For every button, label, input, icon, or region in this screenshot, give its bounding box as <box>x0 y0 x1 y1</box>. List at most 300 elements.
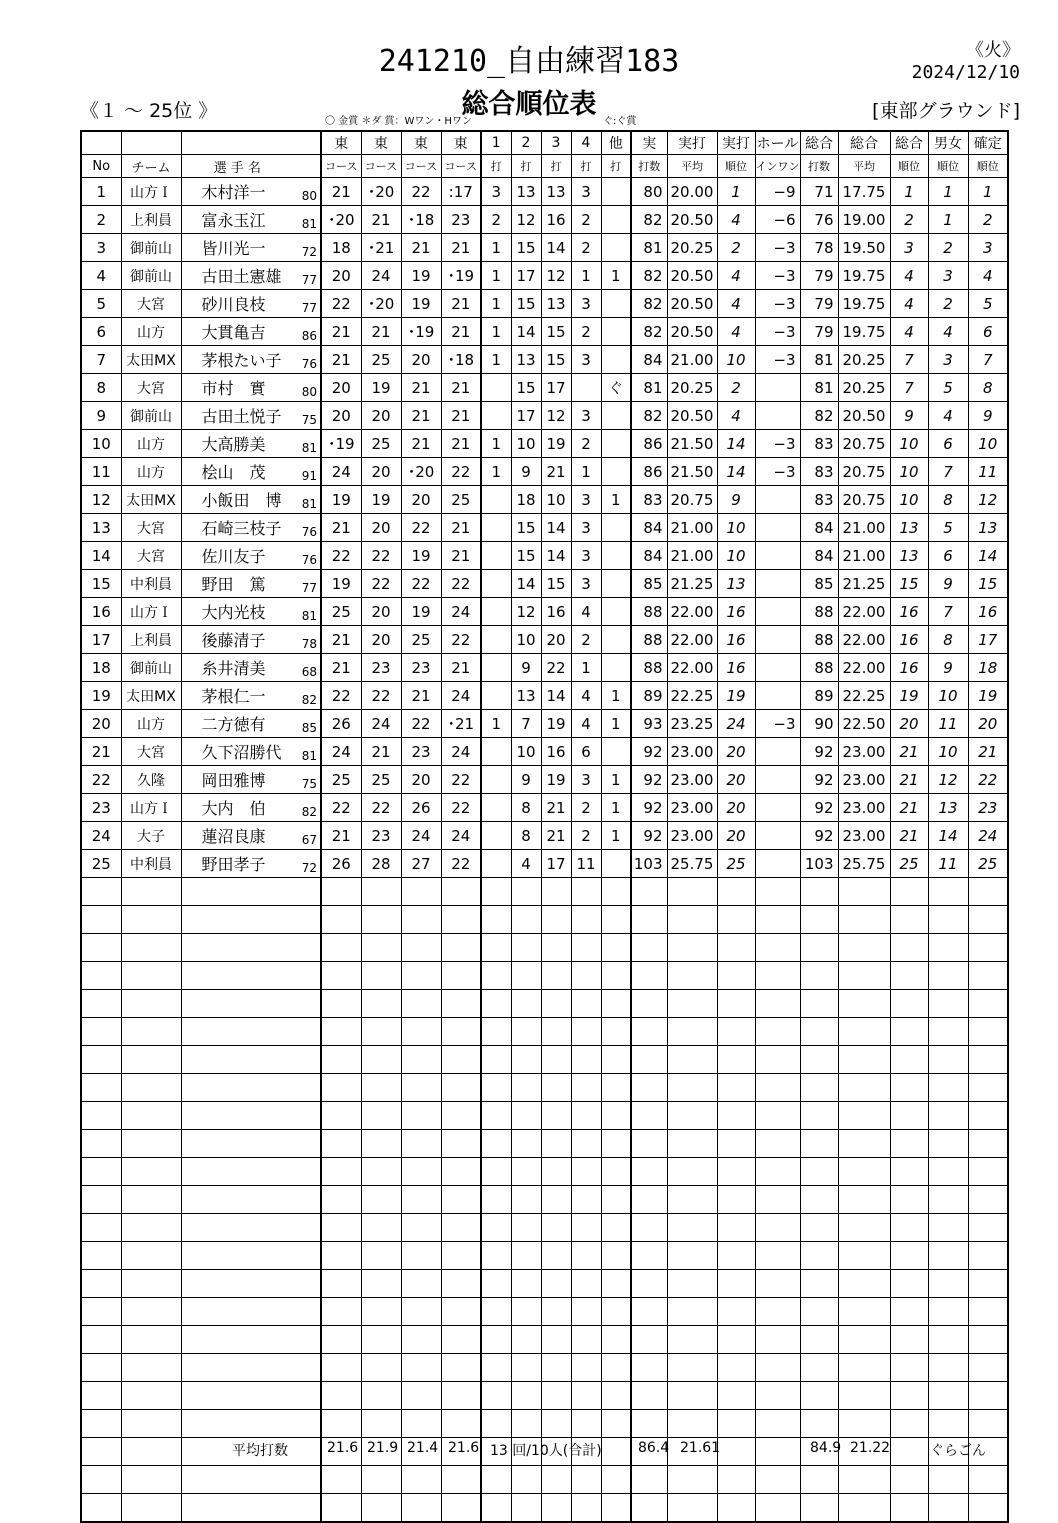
table-cell <box>890 1158 928 1186</box>
table-cell: 92 <box>800 822 838 850</box>
table-cell: 20 <box>81 710 121 738</box>
table-cell <box>601 1214 631 1242</box>
table-cell: 21 <box>321 822 361 850</box>
table-cell <box>717 1354 755 1382</box>
table-cell: 10 <box>717 514 755 542</box>
table-cell: 1 <box>481 430 511 458</box>
table-cell: 91 <box>293 458 321 486</box>
table-cell <box>481 654 511 682</box>
table-cell: 6 <box>928 430 968 458</box>
table-cell: 1 <box>571 262 601 290</box>
table-cell <box>968 1382 1008 1410</box>
table-row <box>81 262 1008 290</box>
empty-row <box>81 1466 1008 1494</box>
player-name: 蓮沼良康 <box>181 822 293 850</box>
column-header: 順位 <box>717 155 755 178</box>
table-cell <box>401 1158 441 1186</box>
table-cell <box>511 1494 541 1523</box>
table-cell <box>81 1494 121 1523</box>
column-header: 打 <box>601 155 631 178</box>
table-cell: 21 <box>361 318 401 346</box>
table-cell <box>800 1046 838 1074</box>
table-cell <box>968 1242 1008 1270</box>
table-cell <box>667 990 717 1018</box>
table-cell <box>321 1158 361 1186</box>
table-cell: 20.50 <box>838 402 890 430</box>
table-cell <box>571 1326 601 1354</box>
table-cell <box>181 1270 293 1298</box>
table-cell <box>81 1018 121 1046</box>
column-header: ホール <box>755 131 800 155</box>
table-cell <box>755 514 800 542</box>
table-cell: 6 <box>81 318 121 346</box>
table-cell: 25 <box>361 430 401 458</box>
table-cell: 2 <box>481 206 511 234</box>
table-cell: 3 <box>481 178 511 206</box>
table-cell: 1 <box>968 178 1008 206</box>
table-cell <box>441 1410 481 1438</box>
table-cell <box>321 1046 361 1074</box>
table-row <box>81 430 1008 458</box>
table-cell <box>401 1214 441 1242</box>
player-name: 糸井清美 <box>181 654 293 682</box>
table-cell: 20.50 <box>667 290 717 318</box>
table-cell <box>968 1102 1008 1130</box>
table-cell <box>717 1046 755 1074</box>
table-cell: 20 <box>541 626 571 654</box>
table-cell: 84 <box>800 514 838 542</box>
table-cell <box>481 1214 511 1242</box>
table-cell: −3 <box>755 234 800 262</box>
table-cell: ぐ <box>601 374 631 402</box>
table-cell <box>541 1466 571 1494</box>
table-cell <box>601 598 631 626</box>
table-row <box>81 710 1008 738</box>
table-cell: 2 <box>890 206 928 234</box>
column-header: 打 <box>541 155 571 178</box>
table-cell <box>121 962 181 990</box>
table-cell <box>181 962 293 990</box>
table-cell <box>441 934 481 962</box>
table-cell: 8 <box>928 626 968 654</box>
table-cell: 13 <box>968 514 1008 542</box>
table-cell: 81 <box>631 374 667 402</box>
column-header: 東 <box>321 131 361 155</box>
table-cell: 7 <box>928 458 968 486</box>
table-cell: 82 <box>293 794 321 822</box>
table-cell: 3 <box>571 514 601 542</box>
results-table <box>80 130 1009 1523</box>
table-cell <box>361 1130 401 1158</box>
table-cell: 21 <box>321 654 361 682</box>
table-cell: ･20 <box>401 458 441 486</box>
table-cell: 21 <box>441 430 481 458</box>
column-header: 東 <box>401 131 441 155</box>
empty-row <box>81 1214 1008 1242</box>
table-cell <box>928 990 968 1018</box>
team-name: 山方 <box>121 710 181 738</box>
empty-row <box>81 1298 1008 1326</box>
table-cell <box>890 1410 928 1438</box>
table-cell: 21 <box>321 514 361 542</box>
table-cell: 16 <box>717 626 755 654</box>
table-cell <box>601 1102 631 1130</box>
table-cell <box>121 1410 181 1438</box>
table-cell <box>968 878 1008 906</box>
team-name: 御前山 <box>121 654 181 682</box>
table-cell: 21 <box>441 234 481 262</box>
table-cell: 22 <box>81 766 121 794</box>
table-cell <box>481 598 511 626</box>
footer-label: 平均打数 <box>232 1443 288 1459</box>
table-cell: 21 <box>890 822 928 850</box>
column-header: 1 <box>481 131 511 155</box>
table-cell <box>601 1186 631 1214</box>
table-cell <box>181 1466 293 1494</box>
table-cell: −3 <box>755 346 800 374</box>
table-cell <box>601 1298 631 1326</box>
table-cell <box>321 1410 361 1438</box>
table-cell <box>928 1270 968 1298</box>
table-cell: 1 <box>601 262 631 290</box>
table-cell: 8 <box>81 374 121 402</box>
table-cell: 25 <box>968 850 1008 878</box>
table-cell <box>511 1214 541 1242</box>
table-cell: 92 <box>631 822 667 850</box>
empty-row <box>81 1158 1008 1186</box>
table-cell: 21.25 <box>838 570 890 598</box>
column-header: コース <box>321 155 361 178</box>
table-cell <box>81 1382 121 1410</box>
table-cell: 21 <box>81 738 121 766</box>
table-cell <box>631 1354 667 1382</box>
table-cell: 1 <box>928 206 968 234</box>
table-cell: 20 <box>890 710 928 738</box>
table-cell: 9 <box>968 402 1008 430</box>
table-cell <box>293 1158 321 1186</box>
table-cell: 1 <box>481 710 511 738</box>
table-cell: 86 <box>631 458 667 486</box>
table-cell <box>293 990 321 1018</box>
table-cell: 1 <box>481 458 511 486</box>
team-name: 久隆 <box>121 766 181 794</box>
table-cell <box>321 1326 361 1354</box>
team-name: 大宮 <box>121 738 181 766</box>
team-name: 上利員 <box>121 206 181 234</box>
table-cell: 21.00 <box>838 514 890 542</box>
table-cell: 20 <box>717 822 755 850</box>
table-cell: 14 <box>541 234 571 262</box>
table-row <box>81 822 1008 850</box>
table-cell: 13 <box>511 346 541 374</box>
table-cell: 77 <box>293 290 321 318</box>
table-cell: −3 <box>755 458 800 486</box>
table-cell <box>631 1158 667 1186</box>
table-cell: 9 <box>511 654 541 682</box>
table-cell <box>441 1494 481 1523</box>
table-cell: 6 <box>571 738 601 766</box>
table-cell <box>181 1410 293 1438</box>
table-cell <box>928 1158 968 1186</box>
table-cell <box>928 1466 968 1494</box>
table-cell <box>481 822 511 850</box>
table-cell: 84 <box>800 542 838 570</box>
table-cell: 25.75 <box>667 850 717 878</box>
empty-row <box>81 906 1008 934</box>
table-cell: 14 <box>541 514 571 542</box>
team-name: 太田MX <box>121 682 181 710</box>
column-header: コース <box>361 155 401 178</box>
table-cell <box>401 1410 441 1438</box>
table-cell: 21.50 <box>667 458 717 486</box>
table-cell: 4 <box>571 682 601 710</box>
table-cell: 103 <box>631 850 667 878</box>
table-cell: 16 <box>541 206 571 234</box>
table-cell <box>838 1214 890 1242</box>
table-cell <box>571 374 601 402</box>
table-cell <box>571 878 601 906</box>
table-cell: 4 <box>928 402 968 430</box>
table-cell <box>541 1018 571 1046</box>
table-cell <box>511 1018 541 1046</box>
table-cell <box>928 934 968 962</box>
table-cell <box>481 1466 511 1494</box>
table-cell: ･18 <box>441 346 481 374</box>
table-cell <box>800 1074 838 1102</box>
table-cell: 92 <box>631 794 667 822</box>
table-cell: 19.75 <box>838 290 890 318</box>
table-cell: 4 <box>890 262 928 290</box>
column-header <box>293 131 321 155</box>
table-cell: ･19 <box>321 430 361 458</box>
table-cell <box>928 1074 968 1102</box>
table-cell <box>511 1242 541 1270</box>
table-cell: 19 <box>361 374 401 402</box>
table-cell <box>361 934 401 962</box>
table-cell <box>361 1298 401 1326</box>
table-cell: 21 <box>401 682 441 710</box>
table-cell <box>717 1102 755 1130</box>
table-cell <box>181 906 293 934</box>
table-cell <box>890 1102 928 1130</box>
table-cell: 23.00 <box>838 738 890 766</box>
table-cell: 17 <box>511 402 541 430</box>
table-cell: 6 <box>968 318 1008 346</box>
table-cell: 14 <box>81 542 121 570</box>
table-cell: 15 <box>541 570 571 598</box>
table-cell <box>571 1046 601 1074</box>
team-name: 山方 <box>121 430 181 458</box>
table-cell: 21 <box>361 738 401 766</box>
table-cell <box>81 1102 121 1130</box>
table-cell <box>121 1270 181 1298</box>
table-cell <box>181 1298 293 1326</box>
table-cell <box>571 1158 601 1186</box>
column-header: 選 手 名 <box>181 155 293 178</box>
empty-row <box>81 962 1008 990</box>
table-cell <box>968 1494 1008 1523</box>
table-row <box>81 850 1008 878</box>
table-cell: 20.50 <box>667 318 717 346</box>
empty-row <box>81 1354 1008 1382</box>
table-cell <box>401 934 441 962</box>
column-header: コース <box>441 155 481 178</box>
table-cell <box>968 990 1008 1018</box>
table-cell <box>601 1158 631 1186</box>
table-cell: 67 <box>293 822 321 850</box>
table-cell: 11 <box>81 458 121 486</box>
table-cell: 82 <box>800 402 838 430</box>
table-cell: 22 <box>361 570 401 598</box>
table-cell <box>601 290 631 318</box>
table-cell: 19.75 <box>838 262 890 290</box>
table-cell: 19 <box>321 486 361 514</box>
table-cell: 21 <box>361 206 401 234</box>
table-cell <box>601 1018 631 1046</box>
table-cell <box>838 1018 890 1046</box>
table-cell <box>441 990 481 1018</box>
table-cell: 3 <box>571 486 601 514</box>
column-header: 順位 <box>928 155 968 178</box>
team-name: 太田MX <box>121 486 181 514</box>
table-cell <box>81 1410 121 1438</box>
table-cell <box>441 1130 481 1158</box>
table-cell: 22 <box>968 766 1008 794</box>
table-cell <box>293 906 321 934</box>
table-cell <box>361 1382 401 1410</box>
table-cell <box>571 1074 601 1102</box>
table-cell <box>361 878 401 906</box>
table-cell <box>928 1186 968 1214</box>
table-cell: 14 <box>541 682 571 710</box>
table-cell: 17 <box>541 374 571 402</box>
table-cell <box>441 1074 481 1102</box>
table-cell <box>321 1382 361 1410</box>
player-name: 大高勝美 <box>181 430 293 458</box>
table-cell <box>800 906 838 934</box>
table-cell <box>968 1326 1008 1354</box>
table-cell: 21.00 <box>667 542 717 570</box>
table-row <box>81 682 1008 710</box>
table-cell <box>890 1354 928 1382</box>
table-cell: 79 <box>800 262 838 290</box>
table-cell <box>121 1018 181 1046</box>
table-cell: 79 <box>800 290 838 318</box>
table-cell <box>755 906 800 934</box>
table-cell: 21 <box>441 542 481 570</box>
table-cell: 19 <box>401 290 441 318</box>
player-name: 小飯田 博 <box>181 486 293 514</box>
table-cell: 22 <box>441 794 481 822</box>
table-cell <box>481 1270 511 1298</box>
table-cell: 1 <box>481 318 511 346</box>
table-cell <box>755 738 800 766</box>
column-header: 確定 <box>968 131 1008 155</box>
table-cell: 1 <box>601 486 631 514</box>
table-cell: 2 <box>571 794 601 822</box>
table-cell <box>81 1242 121 1270</box>
table-cell: 3 <box>890 234 928 262</box>
weekday-label: 《火》 <box>966 40 1020 61</box>
table-cell <box>361 906 401 934</box>
table-cell: 1 <box>717 178 755 206</box>
table-cell: 12 <box>541 262 571 290</box>
table-cell: 22.00 <box>838 598 890 626</box>
table-cell: 89 <box>800 682 838 710</box>
table-row <box>81 402 1008 430</box>
table-cell <box>928 1326 968 1354</box>
table-cell <box>361 962 401 990</box>
table-cell: 16 <box>541 738 571 766</box>
table-cell <box>401 1298 441 1326</box>
table-cell: 3 <box>571 766 601 794</box>
table-cell <box>121 1354 181 1382</box>
table-cell: 22.00 <box>667 598 717 626</box>
table-cell: 15 <box>511 374 541 402</box>
table-cell <box>511 1074 541 1102</box>
footer-total-strokes: 84.9 <box>810 1440 842 1456</box>
table-cell: 28 <box>361 850 401 878</box>
table-cell <box>601 206 631 234</box>
table-cell <box>361 1326 401 1354</box>
table-cell: 21 <box>441 654 481 682</box>
table-cell: 15 <box>890 570 928 598</box>
table-cell <box>81 1270 121 1298</box>
table-cell <box>571 1130 601 1158</box>
table-cell: 7 <box>928 598 968 626</box>
column-header: 東 <box>441 131 481 155</box>
table-cell: 83 <box>631 486 667 514</box>
table-cell: 20.50 <box>667 402 717 430</box>
table-cell <box>481 766 511 794</box>
table-cell: 9 <box>928 654 968 682</box>
table-cell: 72 <box>293 234 321 262</box>
table-cell: 23.00 <box>838 794 890 822</box>
table-cell: 1 <box>481 346 511 374</box>
table-cell <box>121 1214 181 1242</box>
table-cell <box>181 1074 293 1102</box>
table-row <box>81 178 1008 206</box>
table-cell <box>441 1298 481 1326</box>
table-cell: 22 <box>321 794 361 822</box>
table-cell: 83 <box>800 458 838 486</box>
table-cell <box>717 962 755 990</box>
table-cell: 1 <box>481 262 511 290</box>
team-name: 大子 <box>121 822 181 850</box>
table-cell: 82 <box>631 262 667 290</box>
table-cell <box>293 878 321 906</box>
table-cell: −3 <box>755 290 800 318</box>
table-cell: 18 <box>968 654 1008 682</box>
table-cell <box>717 1186 755 1214</box>
table-cell <box>293 1298 321 1326</box>
table-cell <box>121 1046 181 1074</box>
table-cell: 20 <box>717 766 755 794</box>
table-cell: 2 <box>968 206 1008 234</box>
team-name: 大宮 <box>121 374 181 402</box>
table-cell: 10 <box>541 486 571 514</box>
table-cell: 23 <box>361 654 401 682</box>
table-cell: 82 <box>631 206 667 234</box>
table-cell: 25 <box>717 850 755 878</box>
table-cell <box>631 934 667 962</box>
table-cell: 1 <box>601 822 631 850</box>
table-cell: 16 <box>890 654 928 682</box>
table-cell <box>481 1074 511 1102</box>
table-cell: 22.50 <box>838 710 890 738</box>
table-cell: 3 <box>571 542 601 570</box>
table-cell <box>441 1326 481 1354</box>
